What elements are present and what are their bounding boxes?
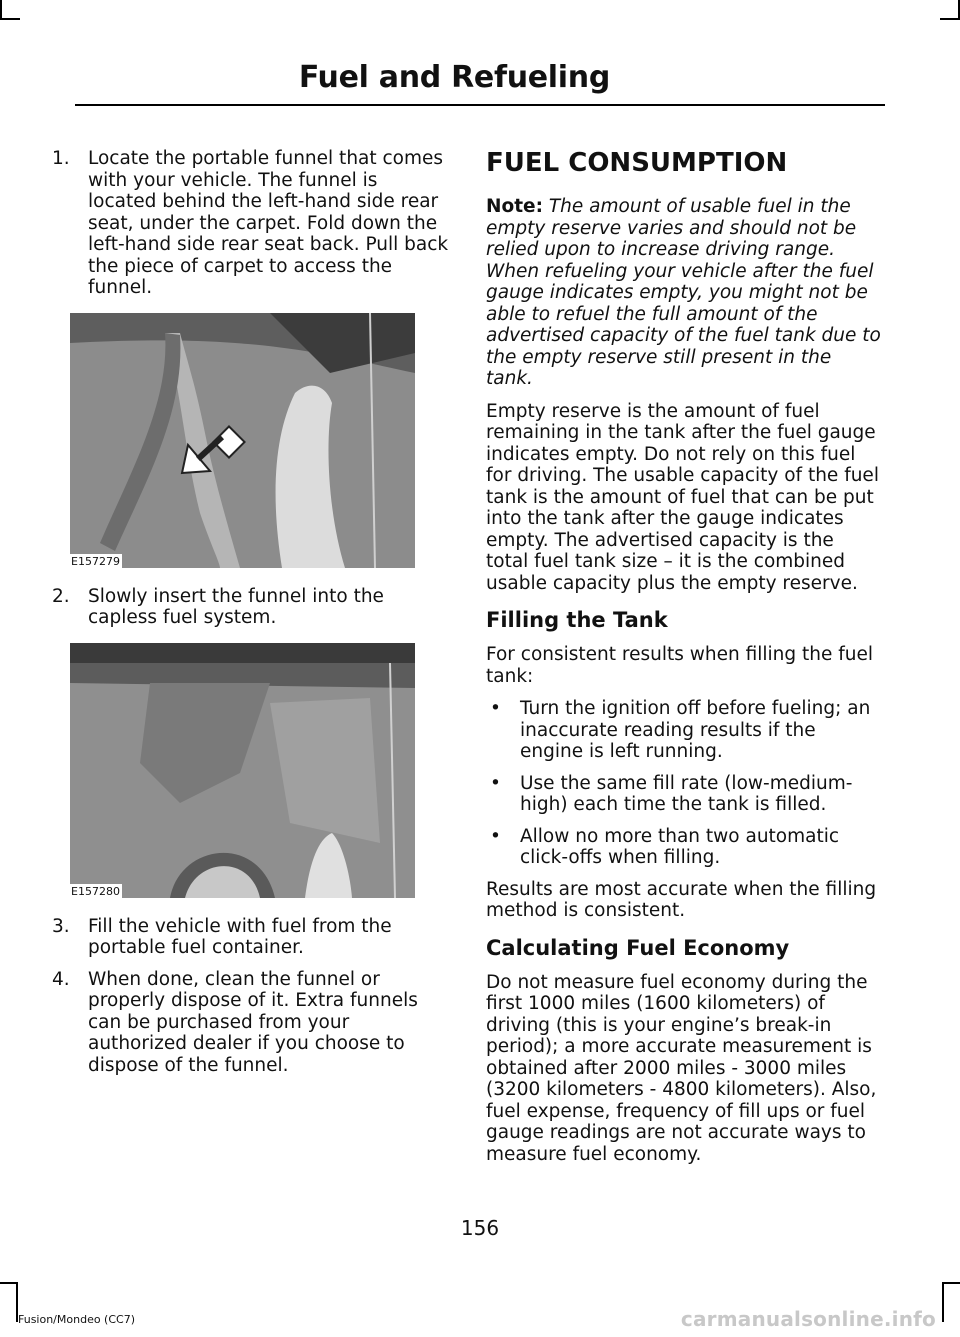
list-item bbox=[486, 773, 881, 816]
crop-mark-top-left bbox=[0, 0, 2, 20]
body-paragraph: For consistent results when filling the fuel tank: bbox=[486, 644, 874, 687]
header-divider bbox=[75, 104, 885, 106]
bullet-icon: • bbox=[490, 772, 501, 794]
step-number: 3. bbox=[52, 915, 70, 937]
figure-funnel-location bbox=[70, 313, 415, 568]
subheading-filling-tank: Filling the Tank bbox=[486, 608, 668, 632]
funnel-location-illustration bbox=[70, 313, 415, 568]
page-number: 156 bbox=[460, 1216, 500, 1240]
crop-mark-bottom-right bbox=[942, 1282, 944, 1322]
step-text: Slowly insert the funnel into the capless fuel system. bbox=[88, 585, 384, 628]
step-text: Fill the vehicle with fuel from the portable fuel container. bbox=[88, 915, 392, 958]
list-item bbox=[486, 826, 881, 869]
page-title: Fuel and Refueling bbox=[298, 60, 610, 95]
crop-mark-top-left bbox=[0, 18, 20, 20]
step-number: 4. bbox=[52, 968, 70, 990]
bullet-list bbox=[486, 698, 881, 869]
crop-mark-bottom-right bbox=[942, 1282, 960, 1284]
list-item bbox=[486, 698, 881, 763]
note-text: The amount of usable fuel in the empty reserve varies and should not be relied upon to increase driving range. When refueling your vehicle after the fuel gauge indicates empty, you might not be able to refuel the full amount of the advertised capacity of the fuel tank due to the empty reserve still present in the tank. bbox=[486, 196, 881, 389]
step-4 bbox=[52, 969, 450, 1077]
crop-mark-bottom-left bbox=[0, 1282, 18, 1284]
list-item-text: Use the same fill rate (low-medium-high) each time the tank is filled. bbox=[520, 772, 853, 815]
body-paragraph: Do not measure fuel economy during the first 1000 miles (1600 kilometers) of driving (this is your engine’s break-in period); a more accurate measurement is obtained after 2000 miles - 3000 miles (3200 kilometers - 4800 kilometers). Also, fuel expense, frequency of fill ups or fuel gauge readings are not accurate ways to measure fuel economy. bbox=[486, 971, 877, 1165]
note-label: Note: bbox=[486, 196, 543, 217]
left-column bbox=[52, 148, 450, 1086]
figure-code: E157280 bbox=[71, 884, 120, 898]
list-item-text: Allow no more than two automatic click-offs when filling. bbox=[520, 825, 840, 868]
insert-funnel-illustration bbox=[70, 643, 415, 898]
step-3 bbox=[52, 916, 450, 959]
crop-mark-top-right bbox=[940, 18, 960, 20]
watermark: carmanualsonline.info bbox=[680, 1307, 936, 1331]
step-number: 1. bbox=[52, 148, 70, 169]
step-2 bbox=[52, 586, 450, 629]
step-number: 2. bbox=[52, 585, 70, 607]
step-1 bbox=[52, 148, 450, 299]
section-heading: FUEL CONSUMPTION bbox=[486, 148, 788, 178]
subheading-fuel-economy: Calculating Fuel Economy bbox=[486, 935, 790, 960]
figure-insert-funnel bbox=[70, 643, 415, 898]
list-item-text: Turn the ignition off before fueling; an inaccurate reading results if the engine is left running. bbox=[520, 698, 871, 762]
right-column bbox=[486, 148, 881, 1176]
footer-model: Fusion/Mondeo (CC7) bbox=[18, 1313, 136, 1326]
body-paragraph: Empty reserve is the amount of fuel remaining in the tank after the fuel gauge indicates empty. Do not rely on this fuel for driving. The usable capacity of the fuel tank is the amount of fuel that can be put into the tank after the gauge indicates empty. The advertised capacity is the total fuel tank size – it is the combined usable capacity plus the empty reserve. bbox=[486, 400, 879, 594]
bullet-icon: • bbox=[490, 698, 501, 719]
bullet-icon: • bbox=[490, 825, 501, 847]
body-paragraph: Results are most accurate when the filling method is consistent. bbox=[486, 878, 877, 921]
step-text: Locate the portable funnel that comes with your vehicle. The funnel is located behind the left-hand side rear seat, under the carpet. Fold down the left-hand side rear seat back. Pull back the piece of carpet to access the funnel. bbox=[88, 148, 449, 298]
note-paragraph bbox=[486, 196, 881, 390]
step-text: When done, clean the funnel or properly dispose of it. Extra funnels can be purchased from your authorized dealer if you choose to dispose of the funnel. bbox=[88, 968, 418, 1076]
figure-code: E157279 bbox=[71, 554, 120, 568]
